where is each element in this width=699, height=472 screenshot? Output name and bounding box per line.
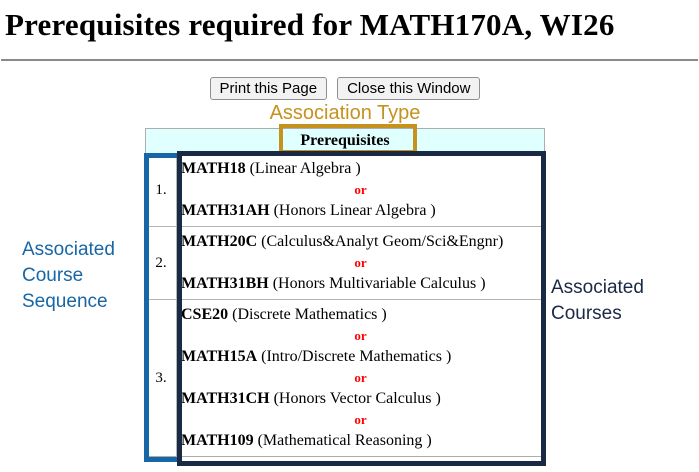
course-line: [179, 346, 542, 368]
course-desc: (Discrete Mathematics ): [228, 306, 387, 323]
or-separator: or: [354, 182, 367, 197]
associated-course-sequence-label: Associated Course Sequence: [22, 239, 115, 312]
content-column: [145, 77, 545, 457]
print-button[interactable]: Print this Page: [210, 77, 328, 100]
course-code: MATH15A: [181, 348, 258, 365]
prerequisites-table: [145, 128, 545, 457]
association-type-label: Association Type: [269, 102, 421, 124]
or-separator: or: [354, 255, 367, 270]
or-separator: or: [354, 412, 367, 427]
table-row: [146, 226, 544, 299]
courses-cell: [177, 300, 544, 456]
row-number: 3.: [146, 300, 177, 456]
course-line: [179, 388, 542, 410]
course-desc: (Calculus&Analyt Geom/Sci&Engnr): [257, 233, 504, 250]
or-separator: or: [354, 328, 367, 343]
table-row: [146, 299, 544, 456]
course-desc: (Honors Linear Algebra ): [269, 202, 436, 219]
table-body: [146, 154, 544, 456]
course-line: [179, 430, 542, 452]
close-button[interactable]: Close this Window: [337, 77, 480, 100]
table-row: [146, 154, 544, 226]
course-code: MATH31BH: [181, 275, 269, 292]
course-line: [179, 231, 542, 253]
course-code: MATH109: [181, 432, 254, 449]
course-desc: (Honors Multivariable Calculus ): [268, 275, 486, 292]
course-line: [179, 304, 542, 326]
row-number: 2.: [146, 227, 177, 299]
course-desc: (Honors Vector Calculus ): [269, 390, 441, 407]
page-title: Prerequisites required for MATH170A, WI26: [5, 7, 615, 42]
course-code: MATH20C: [181, 233, 258, 250]
toolbar: [145, 77, 545, 101]
courses-cell: [177, 227, 544, 299]
table-header: Prerequisites: [146, 129, 544, 154]
course-line: [179, 200, 542, 222]
courses-cell: [177, 154, 544, 226]
course-code: MATH31CH: [181, 390, 270, 407]
course-desc: (Linear Algebra ): [245, 160, 361, 177]
row-number: 1.: [146, 154, 177, 226]
course-line: [179, 273, 542, 295]
course-desc: (Intro/Discrete Mathematics ): [257, 348, 452, 365]
or-separator: or: [354, 370, 367, 385]
course-code: CSE20: [181, 306, 229, 323]
divider: [1, 59, 698, 61]
associated-courses-label: Associated Courses: [551, 277, 644, 324]
course-line: [179, 158, 542, 180]
course-code: MATH31AH: [181, 202, 270, 219]
course-code: MATH18: [181, 160, 246, 177]
course-desc: (Mathematical Reasoning ): [253, 432, 432, 449]
